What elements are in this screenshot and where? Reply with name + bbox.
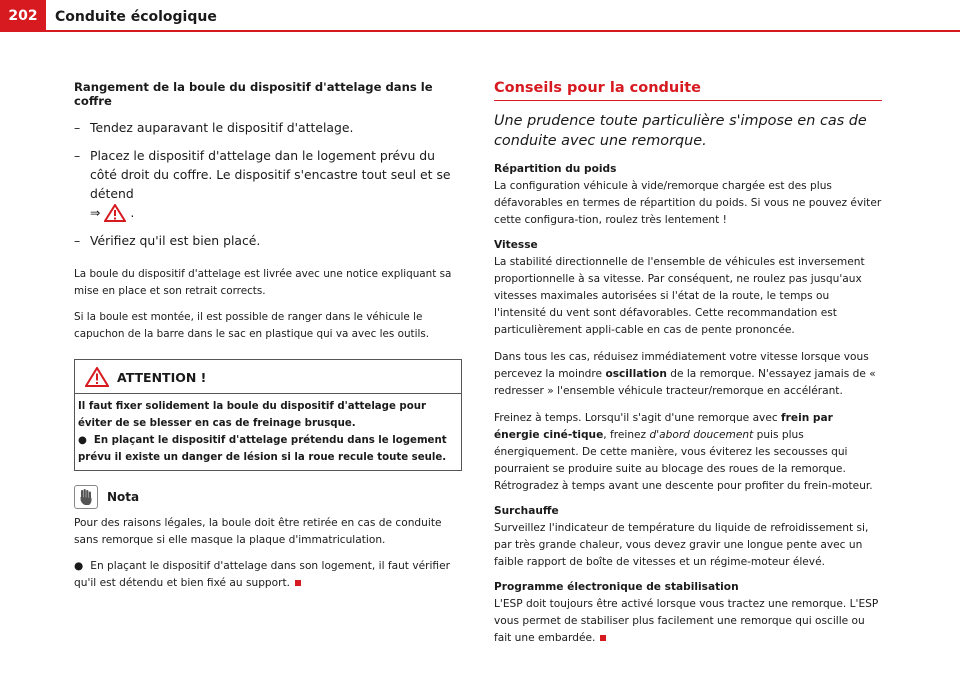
warning-reference[interactable] — [90, 203, 134, 222]
end-of-section-icon — [295, 580, 301, 586]
step-item — [74, 146, 462, 222]
note-text: Pour des raisons légales, la boule doit être retirée en cas de conduite sans remorque si elle masque la plaque d'immatriculation. — [74, 517, 442, 546]
page-number: 202 — [0, 0, 46, 32]
arrow-symbol: ⇒ — [90, 205, 101, 220]
note-text: En plaçant le dispositif d'attelage dans son logement, il faut vérifier qu'il est détendu et bien fixé au support. — [74, 560, 450, 589]
speed-text-part: Dans tous les cas, réduisez immédiatement votre vitesse lorsque vous percevez la moindre — [494, 351, 869, 380]
step-dash: – — [74, 148, 81, 163]
note-bullet-item — [74, 558, 462, 592]
note-header — [74, 485, 462, 509]
bullet-icon: ● — [78, 435, 87, 446]
info-paragraph: Si la boule est montée, il est possible de ranger dans le véhicule le capuchon de la barre dans le sac en plastique qui va avec les outils. — [74, 311, 430, 340]
step-item — [74, 231, 462, 250]
speed-heading: Vitesse — [494, 239, 538, 251]
overheat-heading: Surchauffe — [494, 505, 559, 517]
note-title: Nota — [107, 490, 140, 504]
esp-heading: Programme électronique de stabilisation — [494, 581, 739, 593]
section-title: Conseils pour la conduite — [494, 80, 882, 101]
speed-text — [494, 349, 882, 400]
running-title: Conduite écologique — [55, 9, 217, 25]
step-dash: – — [74, 233, 81, 248]
speed-text-part: puis plus énergiquement. De cette manière, vous éviterez les secousses qui pourraient se produire suite au blocage des roues de la remorque. Rétrogradez à temps avant une descente pour profiter du frein-moteur. — [494, 429, 873, 492]
weight-text: La configuration véhicule à vide/remorque chargée est des plus défavorables en termes de répartition du poids. Si vous ne pouvez éviter cette configura-tion, roulez très lentement ! — [494, 180, 882, 226]
speed-text-part: , freinez — [603, 429, 647, 441]
left-subheading: Rangement de la boule du dispositif d'attelage dans le coffre — [74, 80, 433, 108]
end-of-section-icon — [600, 635, 606, 641]
step-period: . — [130, 205, 135, 220]
step-text: Tendez auparavant le dispositif d'attelage. — [90, 120, 354, 135]
section-lead: Une prudence toute particulière s'impose en cas de conduite avec une remorque. — [494, 113, 867, 149]
speed-text — [494, 410, 882, 495]
info-paragraph: La boule du dispositif d'attelage est livrée avec une notice expliquant sa mise en place et son retrait corrects. — [74, 268, 452, 297]
warning-text: En plaçant le dispositif d'attelage prétendu dans le logement prévu il existe un danger de lésion si la roue recule toute seule. — [78, 435, 447, 463]
warning-body — [75, 394, 461, 470]
step-text: Vérifiez qu'il est bien placé. — [90, 233, 261, 248]
step-item — [74, 118, 462, 137]
header-rule — [0, 30, 960, 32]
speed-italic: d'abord doucement — [649, 429, 754, 441]
speed-emphasis: oscillation — [605, 368, 667, 380]
esp-text — [494, 596, 882, 647]
warning-triangle-icon — [104, 204, 126, 222]
note-hand-icon — [74, 485, 98, 509]
warning-text: Il faut fixer solidement la boule du dispositif d'attelage pour éviter de se blesser en cas de freinage brusque. — [78, 401, 427, 429]
speed-text-part: Freinez à temps. Lorsqu'il s'agit d'une remorque avec — [494, 412, 778, 424]
bullet-icon: ● — [74, 560, 84, 572]
speed-emphasis: frein par énergie ciné-tique — [494, 412, 833, 441]
left-column — [74, 80, 462, 601]
overheat-text: Surveillez l'indicateur de température du liquide de refroidissement si, par très grande chaleur, vous devez gravir une longue pente avec un faible rapport de boîte de vitesses et un régime-moteur élevé. — [494, 522, 869, 568]
weight-heading: Répartition du poids — [494, 163, 617, 175]
warning-header — [75, 360, 461, 394]
step-text: Placez le dispositif d'attelage dan le logement prévu du côté droit du coffre. Le dispositif s'encastre tout seul et se détend — [90, 148, 451, 201]
warning-bullet-item — [78, 432, 455, 466]
warning-title: ATTENTION ! — [117, 369, 207, 385]
speed-text-part: de la remorque. N'essayez jamais de « redresser » l'ensemble véhicule tracteur/remorque en accélérant. — [494, 368, 876, 397]
esp-text-part: L'ESP doit toujours être activé lorsque vous tractez une remorque. L'ESP vous permet de stabiliser plus facilement une remorque qui oscille ou fait une embardée. — [494, 598, 879, 644]
warning-box — [74, 359, 462, 471]
right-column — [494, 80, 882, 657]
step-dash: – — [74, 120, 81, 135]
warning-triangle-icon — [85, 367, 109, 387]
speed-text: La stabilité directionnelle de l'ensemble de véhicules est inversement proportionnelle à sa vitesse. Par conséquent, ne roulez pas jusqu'aux vitesses maximales autorisées si l'état de la route, le temps ou l'intensité du vent sont défavorables. Cette recommandation est particulièrement appli-cable en cas de pente prononcée. — [494, 256, 865, 336]
